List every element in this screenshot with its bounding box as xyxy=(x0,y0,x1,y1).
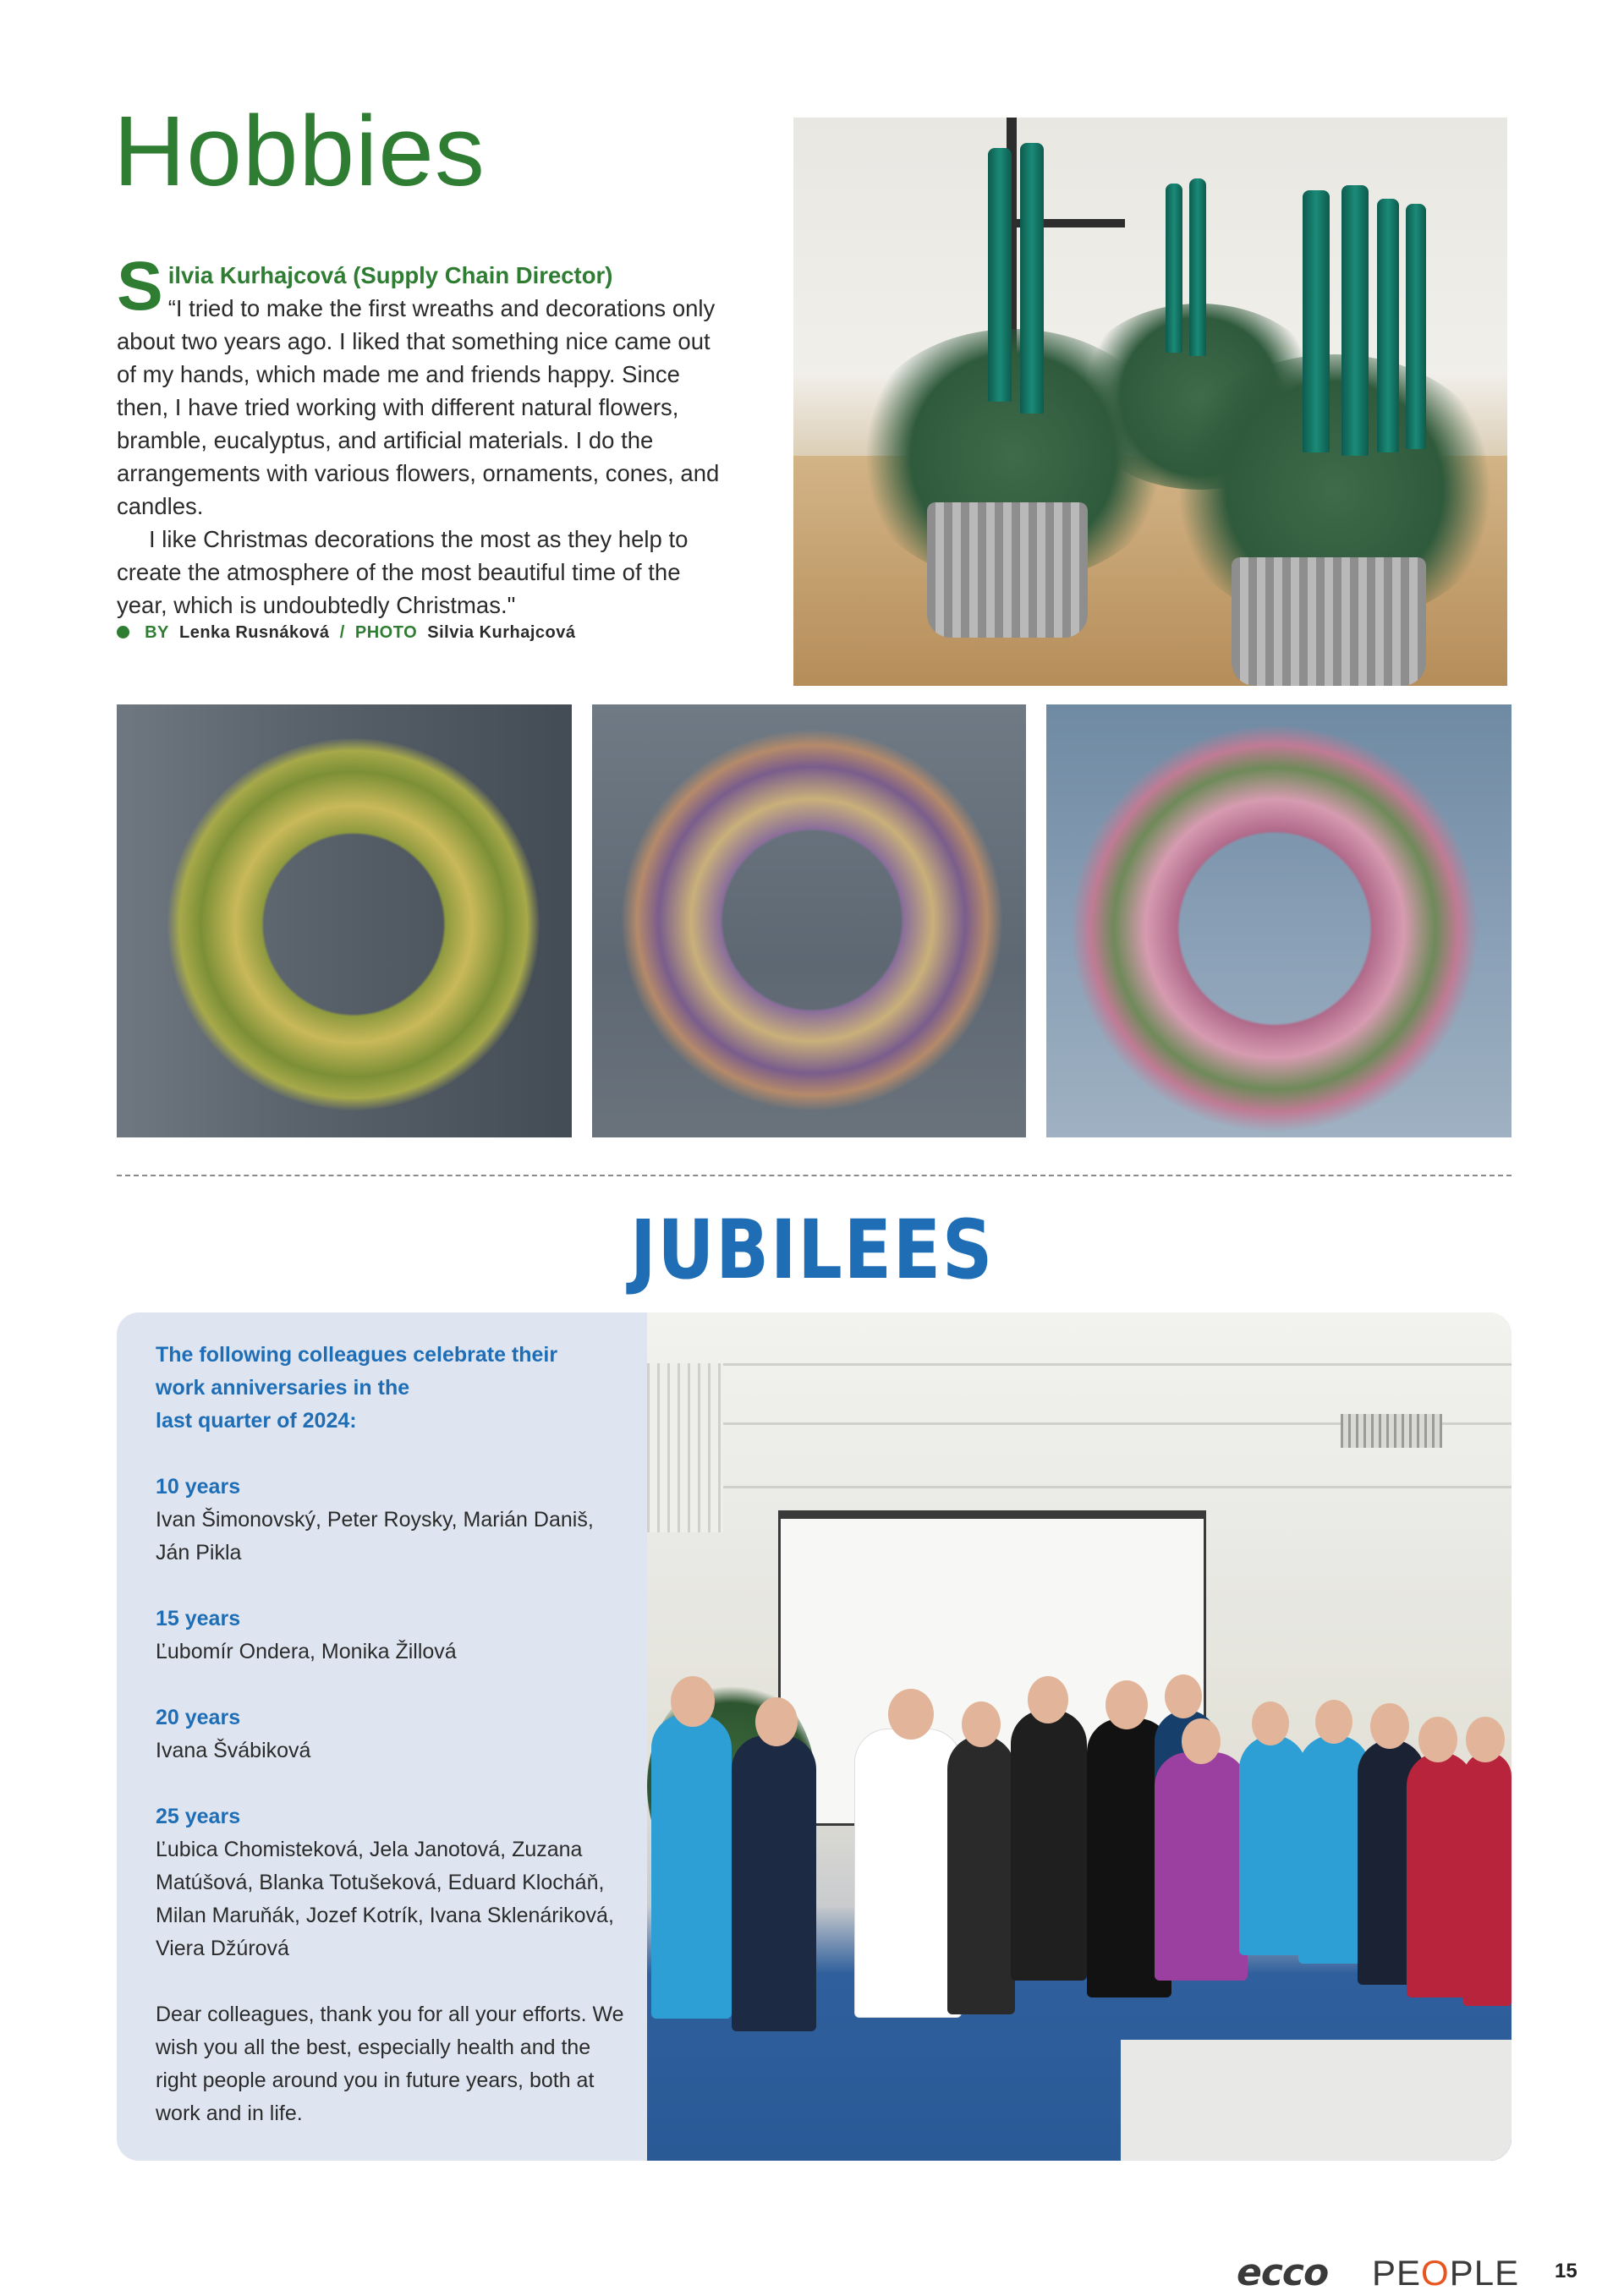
hobbies-article xyxy=(117,248,734,622)
person-head xyxy=(1370,1703,1409,1749)
hobbies-heading: Hobbies xyxy=(113,96,486,207)
person xyxy=(1155,1752,1248,1981)
closing-message: Dear colleagues, thank you for all your efforts. We wish you all the best, especially health and the right people around you in future years, both at work and in life. xyxy=(156,2003,624,2125)
years-label: 20 years xyxy=(156,1706,241,1729)
candle xyxy=(1189,178,1206,356)
names-list: Ľubomír Ondera, Monika Žillová xyxy=(156,1640,457,1663)
jubilees-heading: JUBILEES xyxy=(629,1203,995,1297)
candle xyxy=(1406,204,1426,449)
article-paragraph-2: I like Christmas decorations the most as they help to create the atmosphere of the most beautiful time of the year, which is undoubtedly Christmas." xyxy=(117,526,689,618)
person-head xyxy=(1182,1718,1221,1764)
person-head xyxy=(1252,1701,1289,1745)
air-vent xyxy=(647,1363,723,1532)
credit-separator: / xyxy=(339,623,345,642)
person-head xyxy=(1466,1717,1505,1762)
advent-candles-photo xyxy=(793,118,1507,686)
person xyxy=(947,1735,1015,2014)
person-head xyxy=(1315,1700,1352,1744)
names-list: Ivana Švábiková xyxy=(156,1739,311,1762)
years-label: 25 years xyxy=(156,1805,241,1828)
person-head xyxy=(671,1676,715,1727)
candle xyxy=(1341,185,1369,456)
article-paragraph-1: “I tried to make the first wreaths and decorations only about two years ago. I liked that something nice came out of my hands, which made me and friends happy. Since then, I have tried working with different natural flowers, bramble, eucalyptus, and artificial materials. I do the arrangements with various flowers, ornaments, cones, and candles. xyxy=(117,295,720,519)
article-author: ilvia Kurhajcová (Supply Chain Director) xyxy=(167,262,613,288)
person xyxy=(732,1735,816,2031)
credit-by-label: BY xyxy=(145,623,169,642)
drop-cap: S xyxy=(117,248,163,325)
wreath-photo-lavender xyxy=(592,704,1026,1137)
person-head xyxy=(962,1701,1001,1747)
person-head xyxy=(755,1697,798,1746)
names-list: Ivan Šimonovský, Peter Roysky, Marián Daniš, Ján Pikla xyxy=(156,1508,594,1564)
credit-photo-label: PHOTO xyxy=(354,623,418,642)
section-divider xyxy=(117,1175,1512,1176)
person-head xyxy=(1106,1680,1148,1729)
candle xyxy=(1377,199,1399,452)
candle xyxy=(988,148,1012,402)
ecco-logo: ecco xyxy=(1237,2251,1329,2294)
person-head xyxy=(1418,1717,1457,1762)
flower-pot xyxy=(927,502,1088,638)
names-list: Ľubica Chomisteková, Jela Janotová, Zuzana Matúšová, Blanka Totušeková, Eduard Klocháň, Milan Maruňák, Jozef Kotrík, Ivana Sklenáriková, Viera Džúrová xyxy=(156,1838,614,1960)
candle xyxy=(1303,190,1330,452)
ceiling-grid xyxy=(647,1363,1512,1366)
group-photo xyxy=(647,1312,1512,2161)
credit-photographer: Silvia Kurhajcová xyxy=(427,623,576,642)
logo-o-icon: O xyxy=(1421,2253,1450,2293)
candle xyxy=(1020,143,1044,414)
wreath xyxy=(1072,726,1478,1132)
person-head xyxy=(1028,1676,1068,1723)
wreath xyxy=(622,730,1002,1110)
ceiling-grid xyxy=(647,1486,1512,1488)
conference-table xyxy=(1121,2040,1512,2161)
intro-line: last quarter of 2024: xyxy=(156,1409,357,1433)
person-head xyxy=(1165,1674,1202,1718)
person xyxy=(854,1729,962,2018)
wreath xyxy=(167,738,540,1110)
years-label: 15 years xyxy=(156,1607,241,1630)
person xyxy=(1011,1710,1087,1981)
person xyxy=(1239,1735,1307,1955)
flower-pot xyxy=(1232,557,1426,686)
article-credit xyxy=(117,623,576,643)
person-head xyxy=(888,1689,934,1740)
page-number: 15 xyxy=(1555,2260,1577,2282)
credit-author: Lenka Rusnáková xyxy=(178,623,330,642)
jubilees-intro xyxy=(156,1339,629,1438)
air-vent xyxy=(1341,1414,1442,1448)
logo-text: PE xyxy=(1372,2253,1422,2293)
person xyxy=(1463,1752,1512,2006)
wreath-photo-pink xyxy=(1046,704,1512,1137)
years-label: 10 years xyxy=(156,1475,241,1499)
jubilees-text xyxy=(156,1339,629,2130)
person xyxy=(651,1714,732,2019)
intro-line: work anniversaries in the xyxy=(156,1376,410,1400)
bullet-dot-icon xyxy=(117,626,129,638)
wreath-photo-yellow xyxy=(117,704,572,1137)
intro-line: The following colleagues celebrate their xyxy=(156,1343,558,1367)
candle xyxy=(1166,184,1182,353)
people-logo xyxy=(1372,2253,1519,2293)
logo-text: PLE xyxy=(1449,2253,1520,2293)
